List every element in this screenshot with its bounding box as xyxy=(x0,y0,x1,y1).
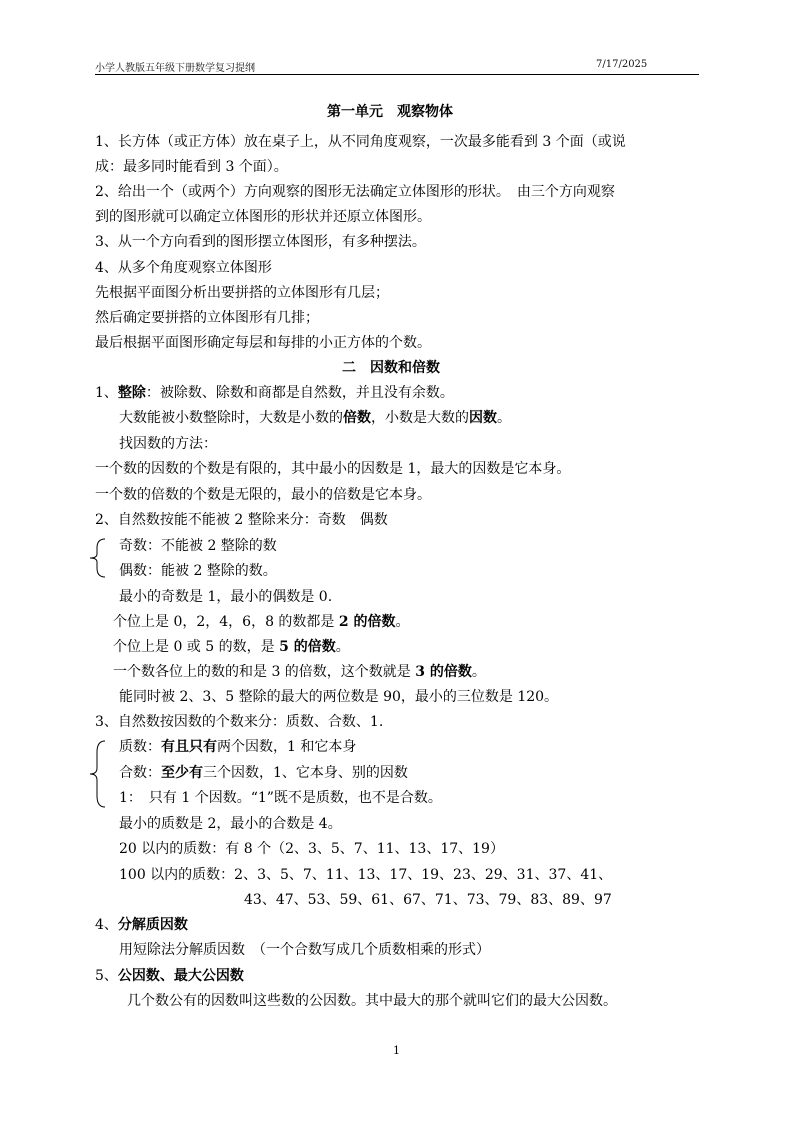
bold-term: 公因数、最大公因数 xyxy=(117,968,244,984)
text-run: 两个因数，1 和它本身 xyxy=(217,739,357,755)
text-line xyxy=(119,737,356,757)
text-line: 先根据平面图分析出要拼搭的立体图形有几层； xyxy=(95,285,389,301)
text-line: 一个数的因数的个数是有限的，其中最小的因数是 1，最大的因数是它本身。 xyxy=(95,461,571,477)
bold-term: 2 的倍数 xyxy=(338,614,396,630)
text-line: 找因数的方法： xyxy=(119,436,217,452)
bold-term: 分解质因数 xyxy=(117,917,188,933)
brace-odd-even xyxy=(88,538,110,578)
text-line: 最后根据平面图形确定每层和每排的小正方体的个数。 xyxy=(95,335,431,351)
text-run: 5、 xyxy=(95,968,118,984)
text-line xyxy=(113,637,350,657)
text-line: 1： 只有 1 个因数。“1”既不是质数，也不是合数。 xyxy=(119,790,442,806)
text-line: 成：最多同时能看到 3 个面）。 xyxy=(95,159,288,175)
text-line: 最小的质数是 2，最小的合数是 4。 xyxy=(119,816,342,832)
text-line: 然后确定要拼搭的立体图形有几排； xyxy=(95,310,319,326)
text-line: 3、从一个方向看到的图形摆立体图形，有多种摆法。 xyxy=(95,234,426,250)
text-line: 能同时被 2、3、5 整除的最大的两位数是 90，最小的三位数是 120。 xyxy=(119,689,559,705)
text-line: 到的图形就可以确定立体图形的形状并还原立体图形。 xyxy=(95,209,431,225)
text-line: 2、自然数按能不能被 2 整除来分：奇数 偶数 xyxy=(95,512,388,528)
text-run: 个位上是 0 或 5 的数，是 xyxy=(113,639,280,655)
text-line: 1、长方体（或正方体）放在桌子上，从不同角度观察，一次最多能看到 3 个面（或说 xyxy=(95,134,626,150)
text-line: 100 以内的质数：2、3、5、7、11、13、17、19、23、29、31、37、41、 xyxy=(119,867,613,883)
header-date: 7/17/2025 xyxy=(596,59,648,70)
text-line: 43、47、53、59、61、67、71、73、79、83、89、97 xyxy=(244,892,612,908)
brace-prime-composite xyxy=(88,740,110,808)
text-line: 奇数：不能被 2 整除的数 xyxy=(119,538,277,554)
text-run: 。 xyxy=(335,639,350,655)
bold-term: 3 的倍数 xyxy=(415,664,472,680)
text-line: 一个数的倍数的个数是无限的，最小的倍数是它本身。 xyxy=(95,487,431,503)
text-run: 合数： xyxy=(119,765,161,781)
text-line xyxy=(95,966,244,986)
text-line xyxy=(119,408,511,428)
text-run: 大数能被小数整除时，大数是小数的 xyxy=(119,410,343,426)
text-run: ：被除数、除数和商都是自然数，并且没有余数。 xyxy=(145,385,454,401)
text-run: 4、 xyxy=(95,917,118,933)
text-run: 。 xyxy=(497,410,511,426)
bold-term: 整除 xyxy=(117,385,146,401)
text-run: 质数： xyxy=(119,739,161,755)
text-line: 最小的奇数是 1，最小的偶数是 0. xyxy=(119,589,333,605)
text-run: 。 xyxy=(395,614,410,630)
bold-term: 因数 xyxy=(469,410,497,426)
text-run: 个位上是 0，2，4，6，8 的数都是 xyxy=(113,614,339,630)
bold-term: 至少有 xyxy=(161,765,203,781)
section-title: 第一单元 观察物体 xyxy=(327,104,453,120)
text-run: 三个因数，1、它本身、别的因数 xyxy=(203,765,408,781)
text-line: 3、自然数按因数的个数来分：质数、合数、1. xyxy=(95,714,384,730)
text-line: 20 以内的质数：有 8 个（2、3、5、7、11、13、17、19） xyxy=(119,841,504,857)
text-line: 2、给出一个（或两个）方向观察的图形无法确定立体图形的形状。 由三个方向观察 xyxy=(95,184,615,200)
header-title: 小学人教版五年级下册数学复习提纲 xyxy=(95,63,255,74)
bold-term: 5 的倍数 xyxy=(279,639,336,655)
text-run: 一个数各位上的数的和是 3 的倍数，这个数就是 xyxy=(113,664,416,680)
page-number: 1 xyxy=(393,1044,400,1057)
text-line: 几个数公有的因数叫这些数的公因数。其中最大的那个就叫它们的最大公因数。 xyxy=(127,993,617,1009)
text-run: ，小数是大数的 xyxy=(371,410,469,426)
text-line: 用短除法分解质因数 （一个合数写成几个质数相乘的形式） xyxy=(119,942,490,958)
bold-term: 有且只有 xyxy=(161,739,217,755)
text-line xyxy=(113,612,410,632)
text-line: 偶数：能被 2 整除的数。 xyxy=(119,563,277,579)
section-title: 二 因数和倍数 xyxy=(342,360,440,376)
bold-term: 倍数 xyxy=(343,410,371,426)
text-line: 4、从多个角度观察立体图形 xyxy=(95,260,272,276)
text-line xyxy=(95,383,454,403)
text-run: 。 xyxy=(471,664,486,680)
page-header xyxy=(95,57,699,75)
text-line xyxy=(113,662,486,682)
text-run: 1、 xyxy=(95,385,118,401)
text-line xyxy=(95,915,188,935)
text-line xyxy=(119,763,408,783)
